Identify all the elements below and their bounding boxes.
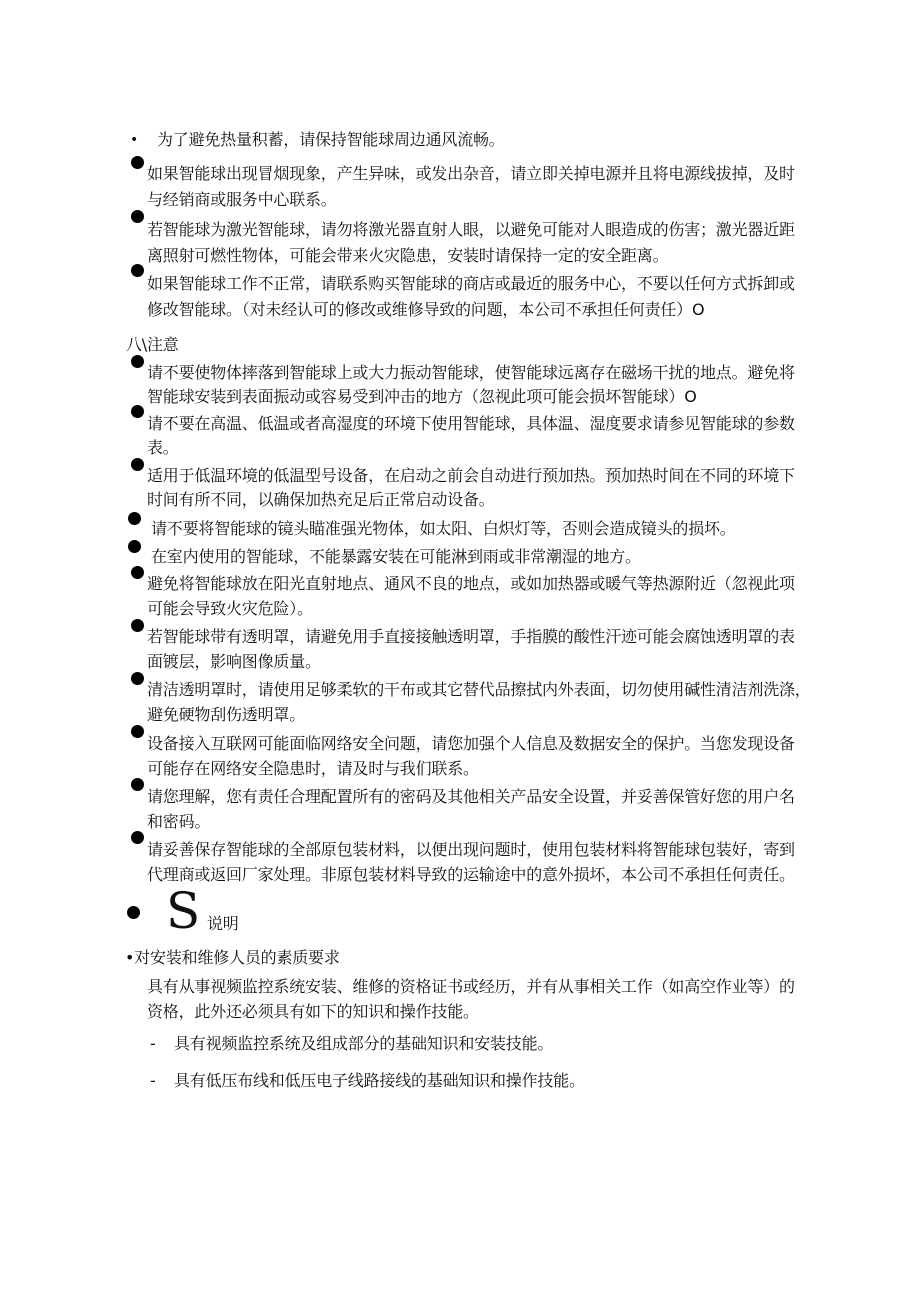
dash-marker: - [150, 1034, 156, 1053]
notice-item-6-line-1: 避免将智能球放在阳光直射地点、通风不良的地点，或如加热器或暖气等热源附近（忽视此项 [147, 574, 795, 593]
bullet-icon [131, 210, 144, 223]
safety-item-4-line-1: 如果智能球工作不正常，请联系购买智能球的商店或最近的服务中心，不要以任何方式拆卸或 [147, 274, 795, 293]
requirements-paragraph-line-2: 资格，此外还必须具有如下的知识和操作技能。 [147, 1002, 479, 1021]
staff-requirements-heading: •对安装和维修人员的素质要求 [125, 948, 340, 967]
safety-item-3-line-1: 若智能球为激光智能球，请勿将激光器直射人眼，以避免可能对人眼造成的伤害；激光器近距 [147, 220, 795, 239]
notice-item-1-line-2: 智能球安装到表面振动或容易受到冲击的地方（忽视此项可能会损坏智能球）O [147, 387, 697, 406]
notice-item-7-line-1: 若智能球带有透明罩，请避免用手直接接触透明罩，手指膜的酸性汗迹可能会腐蚀透明罩的表 [147, 627, 795, 646]
bullet-icon [131, 725, 144, 738]
bullet-icon [128, 512, 141, 525]
bullet-icon [131, 778, 144, 791]
bullet-icon [131, 355, 144, 368]
notice-item-11-line-1: 请妥善保存智能球的全部原包装材料，以便出现问题时，使用包装材料将智能球包装好，寄到 [147, 840, 795, 859]
bullet-icon [131, 156, 144, 169]
notice-item-11-line-2: 代理商或返回厂家处理。非原包装材料导致的运输途中的意外损坏，本公司不承担任何责任。 [147, 865, 795, 884]
safety-item-2-line-2: 与经销商或服务中心联系。 [147, 190, 337, 209]
safety-item-1: 为了避免热量积蓄，请保持智能球周边通风流畅。 [157, 130, 505, 149]
safety-item-2-line-1: 如果智能球出现冒烟现象，产生异味，或发出杂音，请立即关掉电源并且将电源线拔掉，及时 [147, 164, 795, 183]
notice-item-6-line-2: 可能会导致火灾危险）。 [147, 599, 313, 618]
notice-item-10-line-1: 请您理解，您有责任合理配置所有的密码及其他相关产品安全设置，并妥善保管好您的用户名 [147, 787, 795, 806]
requirement-item-1: 具有视频监控系统及组成部分的基础知识和安装技能。 [174, 1034, 554, 1053]
notice-item-1-line-1: 请不要使物体摔落到智能球上或大力振动智能球，使智能球远离存在磁场干扰的地点。避免将 [147, 363, 795, 382]
requirements-paragraph-line-1: 具有从事视频监控系统安装、维修的资格证书或经历，并有从事相关工作（如高空作业等）的 [147, 977, 795, 996]
bullet-icon [131, 566, 144, 579]
bullet-icon [131, 672, 144, 685]
dash-marker: - [150, 1071, 156, 1090]
bullet-icon [131, 405, 144, 418]
notice-item-10-line-2: 和密码。 [147, 812, 211, 831]
bullet-icon [128, 540, 141, 553]
small-bullet-icon: • [130, 132, 139, 148]
notice-item-9-line-2: 可能存在网络安全隐患时，请及时与我们联系。 [147, 759, 479, 778]
requirement-item-2: 具有低压布线和低压电子线路接线的基础知识和操作技能。 [174, 1071, 585, 1090]
notice-item-3-line-2: 时间有所不同，以确保加热充足后正常启动设备。 [147, 490, 495, 509]
bullet-icon [131, 458, 144, 471]
notice-item-8-line-2: 避免硬物刮伤透明罩。 [147, 705, 306, 724]
notice-item-8-line-1: 清洁透明罩时，请使用足够柔软的干布或其它替代品擦拭内外表面，切勿使用碱性清洁剂洗涤， [147, 680, 811, 699]
section-big-letter: S [166, 882, 201, 940]
notice-item-4: 请不要将智能球的镜头瞄准强光物体，如太阳、白炽灯等，否则会造成镜头的损坏。 [151, 519, 736, 538]
safety-item-3-line-2: 离照射可燃性物体，可能会带来火灾隐患，安装时请保持一定的安全距离。 [147, 246, 669, 265]
notice-item-3-line-1: 适用于低温环境的低温型号设备，在启动之前会自动进行预加热。预加热时间在不同的环境下 [147, 466, 795, 485]
bullet-icon [131, 619, 144, 632]
bullet-icon [131, 264, 144, 277]
bullet-icon [127, 906, 140, 919]
notice-item-2-line-1: 请不要在高温、低温或者高湿度的环境下使用智能球，具体温、湿度要求请参见智能球的参数 [147, 414, 795, 433]
notice-item-7-line-2: 面镀层，影响图像质量。 [147, 652, 321, 671]
notice-item-2-line-2: 表。 [147, 438, 179, 457]
safety-item-4-line-2: 修改智能球。（对未经认可的修改或维修导致的问题，本公司不承担任何责任）O [147, 300, 705, 319]
notice-item-5: 在室内使用的智能球，不能暴露安装在可能淋到雨或非常潮湿的地方。 [151, 547, 641, 566]
notice-heading: 八\注意 [126, 335, 179, 354]
notice-item-9-line-1: 设备接入互联网可能面临网络安全问题，请您加强个人信息及数据安全的保护。当您发现设备 [147, 734, 795, 753]
section-title: 说明 [207, 914, 239, 933]
bullet-icon [131, 831, 144, 844]
